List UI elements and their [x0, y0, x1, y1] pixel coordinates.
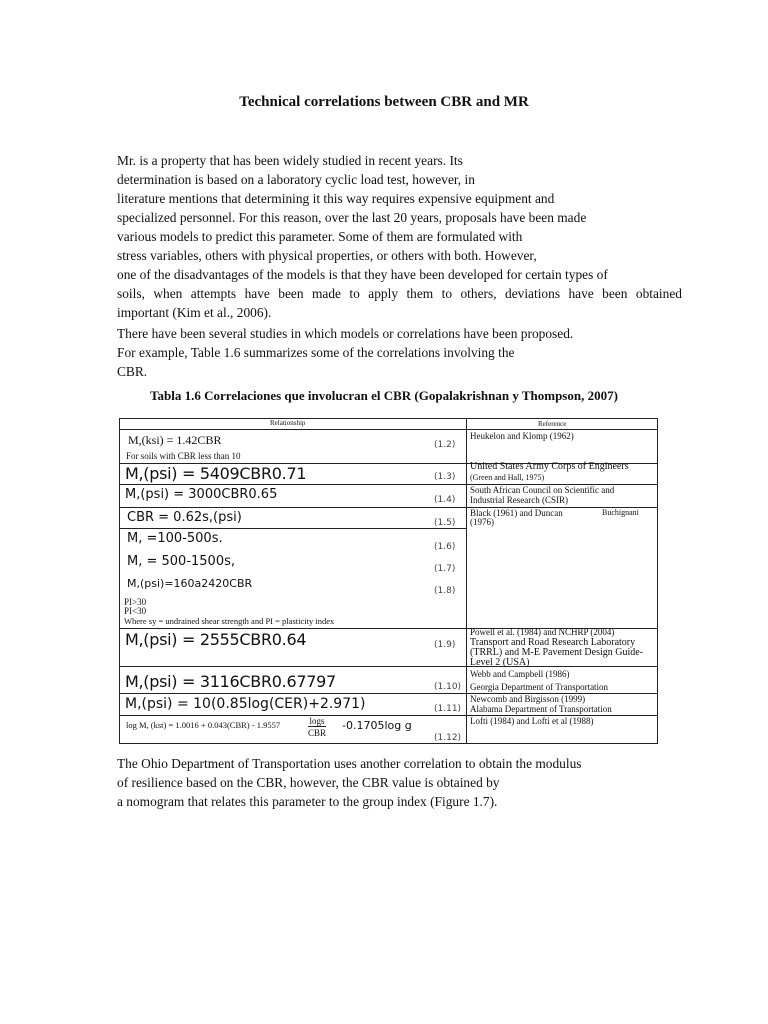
header-relationship: Relationship: [270, 419, 306, 427]
reference-trrl-2: (TRRL) and M-E Pavement Design Guide-: [470, 647, 644, 658]
text-line: stress variables, others with physical properties, or others with both. However,: [117, 248, 537, 263]
equation-1-6: M, =100-500s.: [127, 531, 223, 546]
reference-buchignani: Buchignani: [602, 508, 639, 517]
reference-black-duncan: Black (1961) and Duncan: [470, 508, 563, 518]
fraction-numerator: logs: [309, 716, 325, 726]
reference-csir-1: South African Council on Scientific and: [470, 485, 615, 495]
equation-1-4: M,(psi) = 3000CBR0.65: [125, 487, 278, 502]
text-line: various models to predict this parameter. Some of them are formulated with: [117, 229, 523, 244]
row-divider: [120, 507, 657, 508]
row-divider: [120, 528, 466, 529]
note-pi-gt-30: PI>30: [124, 597, 147, 607]
equation-1-12-part1: log M, (kst) = 1.0016 + 0.043(CBR) - 1.9557: [126, 720, 281, 730]
eq-number: (1.9): [434, 640, 456, 650]
row-divider: [120, 666, 657, 667]
text-line: Mr. is a property that has been widely studied in recent years. Its: [117, 153, 463, 168]
equation-1-2: M,(ksi) = 1.42CBR: [128, 433, 222, 447]
text-line: There have been several studies in which models or correlations have been proposed.: [117, 326, 574, 341]
eq-number: (1.2): [434, 440, 456, 450]
reference-trrl-3: Level 2 (USA): [470, 657, 530, 668]
header-reference: Reference: [538, 420, 567, 428]
equation-1-7: M, = 500-1500s,: [127, 554, 235, 569]
paragraph-intro: [117, 151, 682, 322]
equation-1-11: M,(psi) = 10(0.85log(CER)+2.971): [125, 696, 366, 712]
reference-newcomb: Newcomb and Birgisson (1999): [470, 694, 586, 704]
eq-number: (1.10): [434, 682, 462, 692]
eq-number: (1.5): [434, 518, 456, 528]
equation-1-12-part2: -0.1705log g: [342, 719, 412, 732]
note-definitions: Where sy = undrained shear strength and PI = plasticity index: [124, 616, 335, 626]
reference-alabama-dot: Alabama Department of Transportation: [470, 704, 612, 714]
equation-1-10: M,(psi) = 3116CBR0.67797: [125, 672, 336, 691]
reference-georgia-dot: Georgia Department of Transportation: [470, 682, 609, 692]
text-line: For example, Table 1.6 summarizes some of the correlations involving the: [117, 345, 515, 360]
eq-number: (1.7): [434, 564, 456, 574]
document-title: Technical correlations between CBR and MR: [239, 94, 529, 110]
column-divider: [466, 419, 467, 743]
eq-number: (1.4): [434, 495, 456, 505]
equation-1-8: M,(psi)=160a2420CBR: [127, 577, 253, 590]
reference-year-1976: (1976): [470, 517, 494, 527]
text-line: a nomogram that relates this parameter to the group index (Figure 1.7).: [117, 794, 498, 809]
table-caption: Tabla 1.6 Correlaciones que involucran el CBR (Gopalakrishnan y Thompson, 2007): [150, 388, 618, 403]
correlation-table: [119, 418, 658, 744]
text-line: soils, when attempts have been made to apply them to others, deviations have been obtained: [117, 286, 682, 301]
equation-1-3: M,(psi) = 5409CBR0.71: [125, 464, 307, 483]
header-divider: [120, 429, 657, 430]
note-pi-lt-30: PI<30: [124, 606, 147, 616]
reference-lofti: Lofti (1984) and Lofti et al (1988): [470, 716, 594, 726]
fraction-denominator: CBR: [308, 728, 327, 738]
eq-number: (1.3): [434, 472, 456, 482]
eq-number: (1.6): [434, 542, 456, 552]
text-line: one of the disadvantages of the models is that they have been developed for certain types of: [117, 267, 608, 282]
text-line: CBR.: [117, 364, 148, 379]
text-line: determination is based on a laboratory cyclic load test, however, in: [117, 172, 475, 187]
text-line: important (Kim et al., 2006).: [117, 305, 272, 320]
reference-webb-campbell: Webb and Campbell (1986): [470, 669, 570, 679]
reference-trrl-1: Transport and Road Research Laboratory: [470, 637, 636, 648]
text-line: The Ohio Department of Transportation uses another correlation to obtain the modulus: [117, 756, 582, 771]
reference-heukelon: Heukelon and Klomp (1962): [470, 431, 574, 441]
reference-csir-2: Industrial Research (CSIR): [470, 495, 568, 505]
text-line: of resilience based on the CBR, however, the CBR value is obtained by: [117, 775, 500, 790]
text-line: specialized personnel. For this reason, over the last 20 years, proposals have been made: [117, 210, 587, 225]
equation-1-12-fraction: [308, 716, 326, 738]
reference-army-corps: United States Army Corps of Engineers: [470, 461, 629, 472]
eq-number: (1.11): [434, 704, 462, 714]
reference-green-hall: (Green and Hall, 1975): [470, 473, 545, 482]
text-line: literature mentions that determining it this way requires expensive equipment and: [117, 191, 555, 206]
note-cbr-limit: For soils with CBR less than 10: [126, 451, 241, 461]
equation-1-5: CBR = 0.62s,(psi): [127, 510, 242, 525]
equation-1-9: M,(psi) = 2555CBR0.64: [125, 630, 307, 649]
eq-number: (1.12): [434, 733, 462, 743]
paragraph-ohio: [117, 754, 582, 811]
eq-number: (1.8): [434, 586, 456, 596]
reference-powell: Powell et al. (1984) and NCHRP (2004): [470, 627, 615, 637]
paragraph-studies: [117, 324, 573, 381]
